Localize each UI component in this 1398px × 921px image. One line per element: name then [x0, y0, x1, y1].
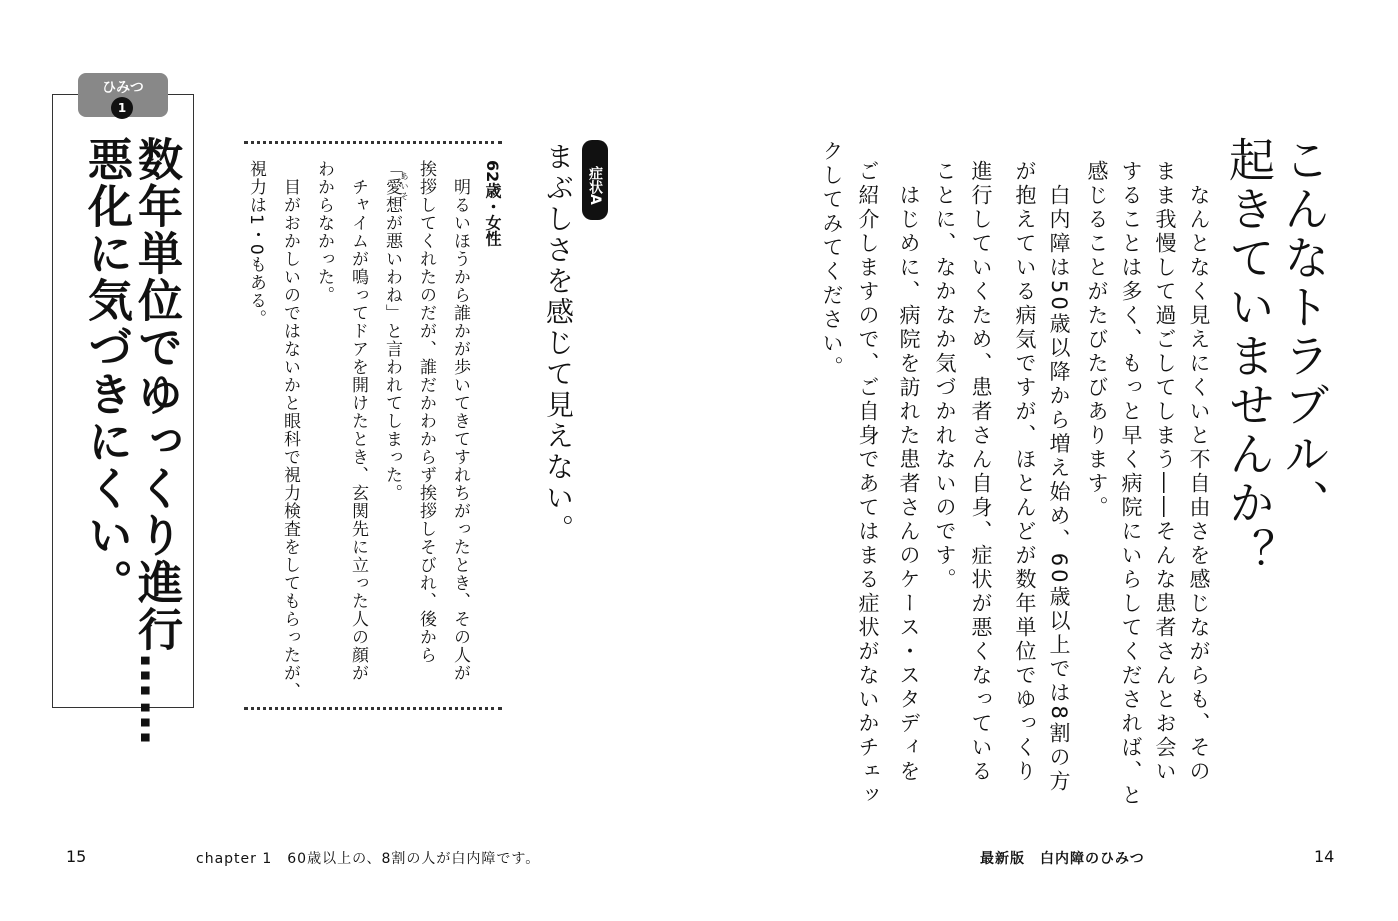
body-line-7: 進行していくため、患者さん自身、症状が悪くなっている — [969, 160, 993, 784]
case-bottom-divider — [244, 707, 502, 710]
case-top-divider — [244, 141, 502, 144]
callout-headline-line1: 数年単位でゆっくり進行…… — [130, 136, 183, 747]
body-line-9: はじめに、病院を訪れた患者さんのケース・スタディを — [897, 160, 921, 784]
main-title-line2: 起きていませんか？ — [1222, 136, 1276, 577]
case-line-7: 視力は1・0もある。 — [246, 160, 266, 328]
body-line-3: することは多く、もっと早く病院にいらしてくだされば、と — [1119, 160, 1143, 808]
callout-headline-line2: 悪化に気づきにくい。 — [80, 136, 133, 606]
left-page-number: 15 — [66, 847, 87, 866]
body-line-2: まま我慢して過ごしてしまう――そんな患者さんとお会い — [1153, 160, 1177, 784]
symptom-badge: 症状A — [582, 140, 608, 220]
case-line-2: 挨拶してくれたのだが、誰だかわからず挨拶しそびれ、後から — [416, 160, 436, 664]
right-page-number: 14 — [1314, 847, 1335, 866]
case-line-3: 「愛想が悪いわね」と言われてしまった。 — [382, 160, 402, 502]
body-line-5: 白内障は50歳以降から増え始め、60歳以上では8割の方 — [1047, 160, 1071, 794]
case-ruby: あいそ — [400, 172, 409, 202]
callout-tab-label: ひみつ — [102, 80, 144, 96]
body-line-1: なんとなく見えにくいと不自由さを感じながらも、その — [1187, 160, 1211, 784]
symptom-title: まぶしさを感じて見えない。 — [542, 142, 575, 545]
chapter-footer: chapter 1 60歳以上の、8割の人が白内障です。 — [196, 851, 541, 867]
case-line-1: 明るいほうから誰かが歩いてきてすれちがったとき、その人が — [450, 160, 470, 682]
case-line-6: 目がおかしいのではないかと眼科で視力検査をしてもらったが、 — [280, 160, 300, 700]
main-title-line1: こんなトラブル、 — [1277, 136, 1331, 528]
body-line-6: が抱えている病気ですが、ほとんどが数年単位でゆっくり — [1013, 160, 1037, 784]
body-line-4: 感じることがたびたびあります。 — [1085, 160, 1109, 520]
case-header: 62歳・女性 — [483, 160, 502, 247]
body-line-8: ことに、なかなか気づかれないのです。 — [933, 160, 957, 592]
body-line-11: クしてみてください。 — [820, 140, 844, 380]
book-title-footer: 最新版 白内障のひみつ — [980, 851, 1145, 867]
case-line-4: チャイムが鳴ってドアを開けたとき、玄関先に立った人の顔が — [348, 160, 368, 682]
body-line-10: ご紹介しますので、ご自身であてはまる症状がないかチェッ — [856, 160, 880, 808]
case-line-5: わからなかった。 — [314, 160, 334, 304]
callout-tab-number: 1 — [111, 97, 133, 119]
